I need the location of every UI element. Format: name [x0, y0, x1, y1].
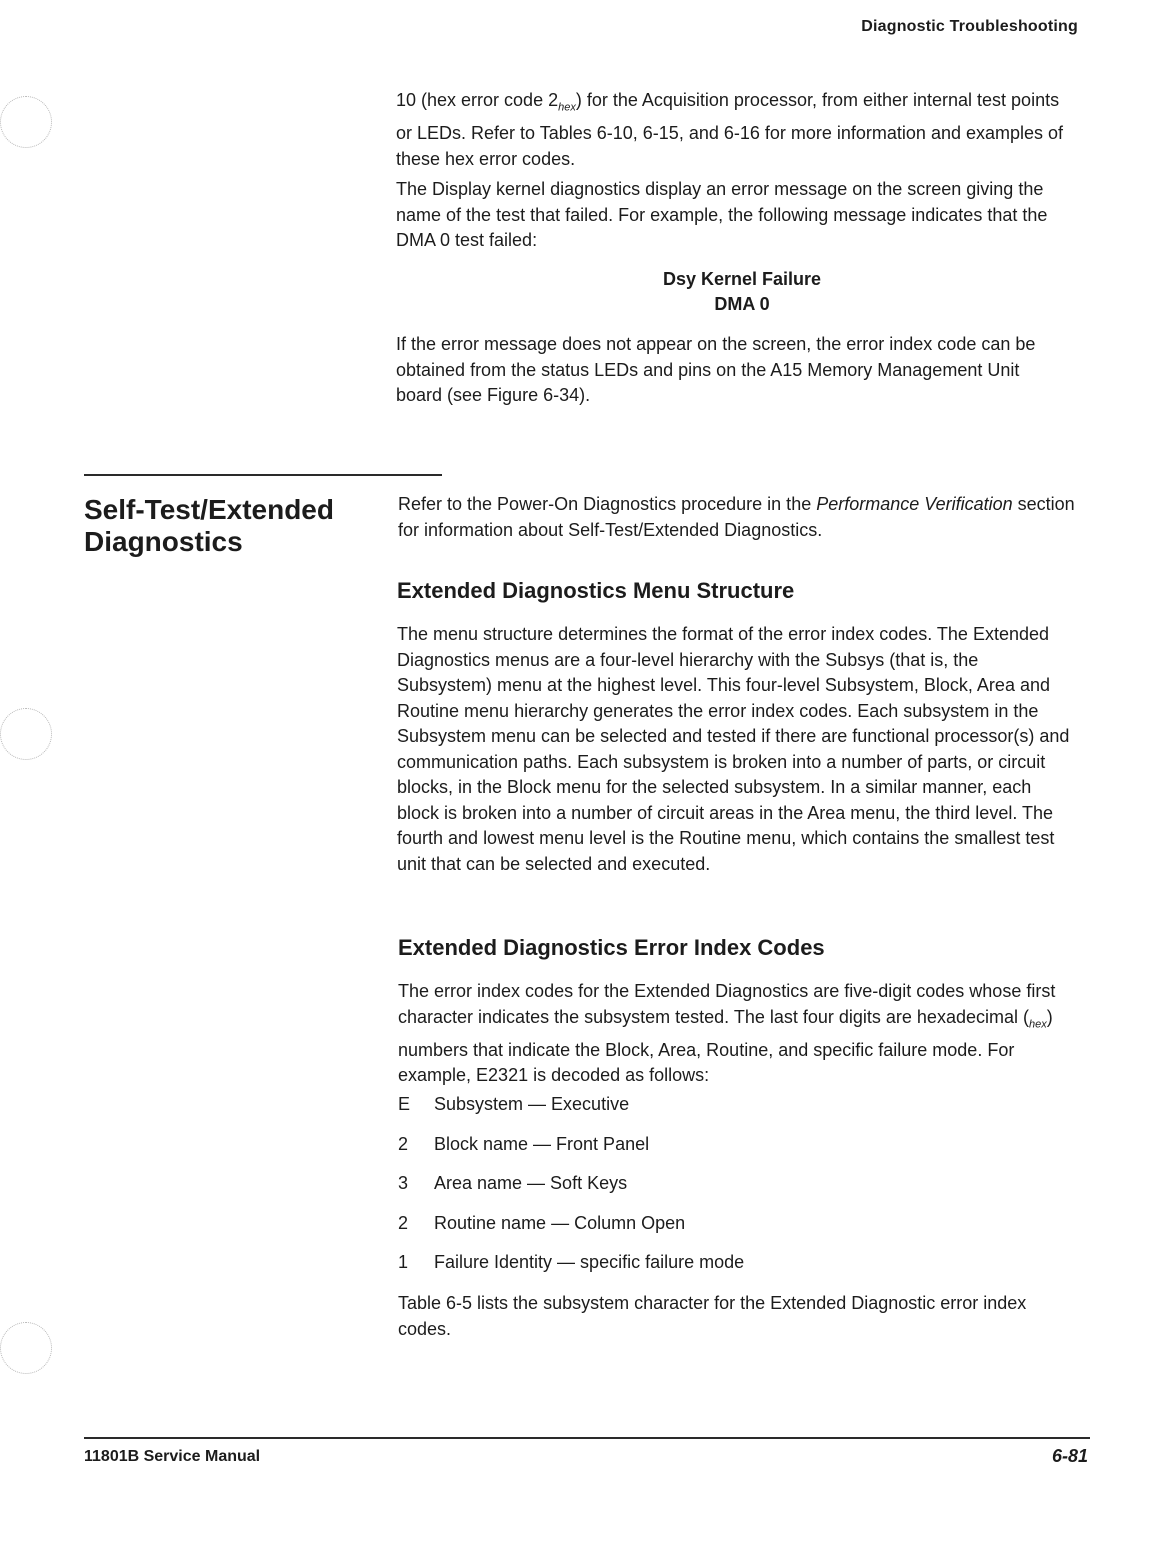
running-header: Diagnostic Troubleshooting [861, 18, 1078, 35]
hex-subscript-2: hex [1028, 1018, 1047, 1031]
hex-subscript: hex [558, 101, 576, 114]
decode-row [398, 1213, 685, 1234]
intro-para1-start: 10 (hex error code 2 [396, 90, 559, 110]
menu-structure-paragraph: The menu structure determines the format of the error index codes. The Extended Diagnostics menus are a four-level hierarchy with the Subsys (that is, the Subsystem) menu at the highest level. This four-level Subsystem, Block, Area and Routine menu hierarchy generates the error index codes. Each subsystem in the Subsystem menu can be selected and tested if there are functional processor(s) and communication paths. Each subsystem is broken into a number of parts, or circuit blocks, in the Block menu for the selected subsystem. In a similar manner, each block is broken into a number of circuit areas in the Area menu, the third level. The fourth and lowest menu level is the Routine menu, which contains the smallest test unit that can be selected and executed. [397, 624, 1070, 874]
page-number: 6-81 [1051, 1446, 1088, 1466]
error-message-example [396, 267, 1088, 317]
decode-text: Subsystem — Executive [434, 1094, 630, 1114]
decode-row [398, 1252, 744, 1273]
intro-paragraph-3: If the error message does not appear on the screen, the error index code can be obtained from the status LEDs and pins on the A15 Memory Management Unit board (see Figure 6-34). [396, 334, 1036, 405]
punch-hole-top [0, 96, 52, 148]
decode-char: 3 [398, 1173, 409, 1193]
section-title-line-2: Diagnostics [84, 526, 243, 557]
decode-text: Routine name — Column Open [434, 1213, 686, 1233]
decode-row [398, 1094, 629, 1115]
section-intro-before: Refer to the Power-On Diagnostics procedure in the [398, 494, 817, 514]
decode-text: Failure Identity — specific failure mode [434, 1252, 745, 1272]
error-codes-body-end: ) numbers that indicate the Block, Area, Routine, and specific failure mode. For example, E2321 is decoded as follows: [398, 1006, 1053, 1086]
decode-text: Block name — Front Panel [434, 1134, 650, 1154]
closing-paragraph: Table 6-5 lists the subsystem character for the Extended Diagnostic error index codes. [398, 1293, 1027, 1339]
error-codes-body-start: The error index codes for the Extended Diagnostics are five-digit codes whose first character indicates the subsystem tested. The last four digits are hexadecimal ( [398, 981, 1056, 1027]
decode-char: 1 [398, 1252, 409, 1272]
punch-hole-middle [0, 708, 52, 760]
error-message-line-1: Dsy Kernel Failure [662, 269, 822, 289]
error-codes-heading: Extended Diagnostics Error Index Codes [398, 935, 825, 960]
decode-row [398, 1134, 649, 1155]
footer-rule [84, 1437, 1090, 1439]
footer-manual-title: 11801B Service Manual [84, 1448, 261, 1465]
menu-structure-heading: Extended Diagnostics Menu Structure [397, 578, 795, 603]
section-title [84, 494, 334, 558]
decode-row [398, 1173, 627, 1194]
decode-char: E [398, 1094, 411, 1114]
decode-char: 2 [398, 1134, 409, 1154]
intro-paragraph-1 [396, 88, 1068, 172]
decode-char: 2 [398, 1213, 409, 1233]
decode-text: Area name — Soft Keys [434, 1173, 628, 1193]
error-message-line-2: DMA 0 [714, 294, 770, 314]
section-intro-italic: Performance Verification [816, 494, 1013, 514]
section-intro-paragraph [398, 492, 1088, 543]
section-title-line-1: Self-Test/Extended [84, 494, 334, 525]
intro-para1-end: ) for the Acquisition processor, from either internal test points or LEDs. Refer to Tables 6-10, 6-15, and 6-16 for more information and examples of these hex error codes. [396, 90, 1064, 169]
section-divider [84, 474, 442, 476]
section-intro-after: section for information about Self-Test/Extended Diagnostics. [398, 494, 1075, 540]
intro-paragraph-2: The Display kernel diagnostics display an error message on the screen giving the name of the test that failed. For example, the following message indicates that the DMA 0 test failed: [396, 179, 1048, 250]
punch-hole-bottom [0, 1322, 52, 1374]
error-codes-paragraph [398, 979, 1074, 1089]
